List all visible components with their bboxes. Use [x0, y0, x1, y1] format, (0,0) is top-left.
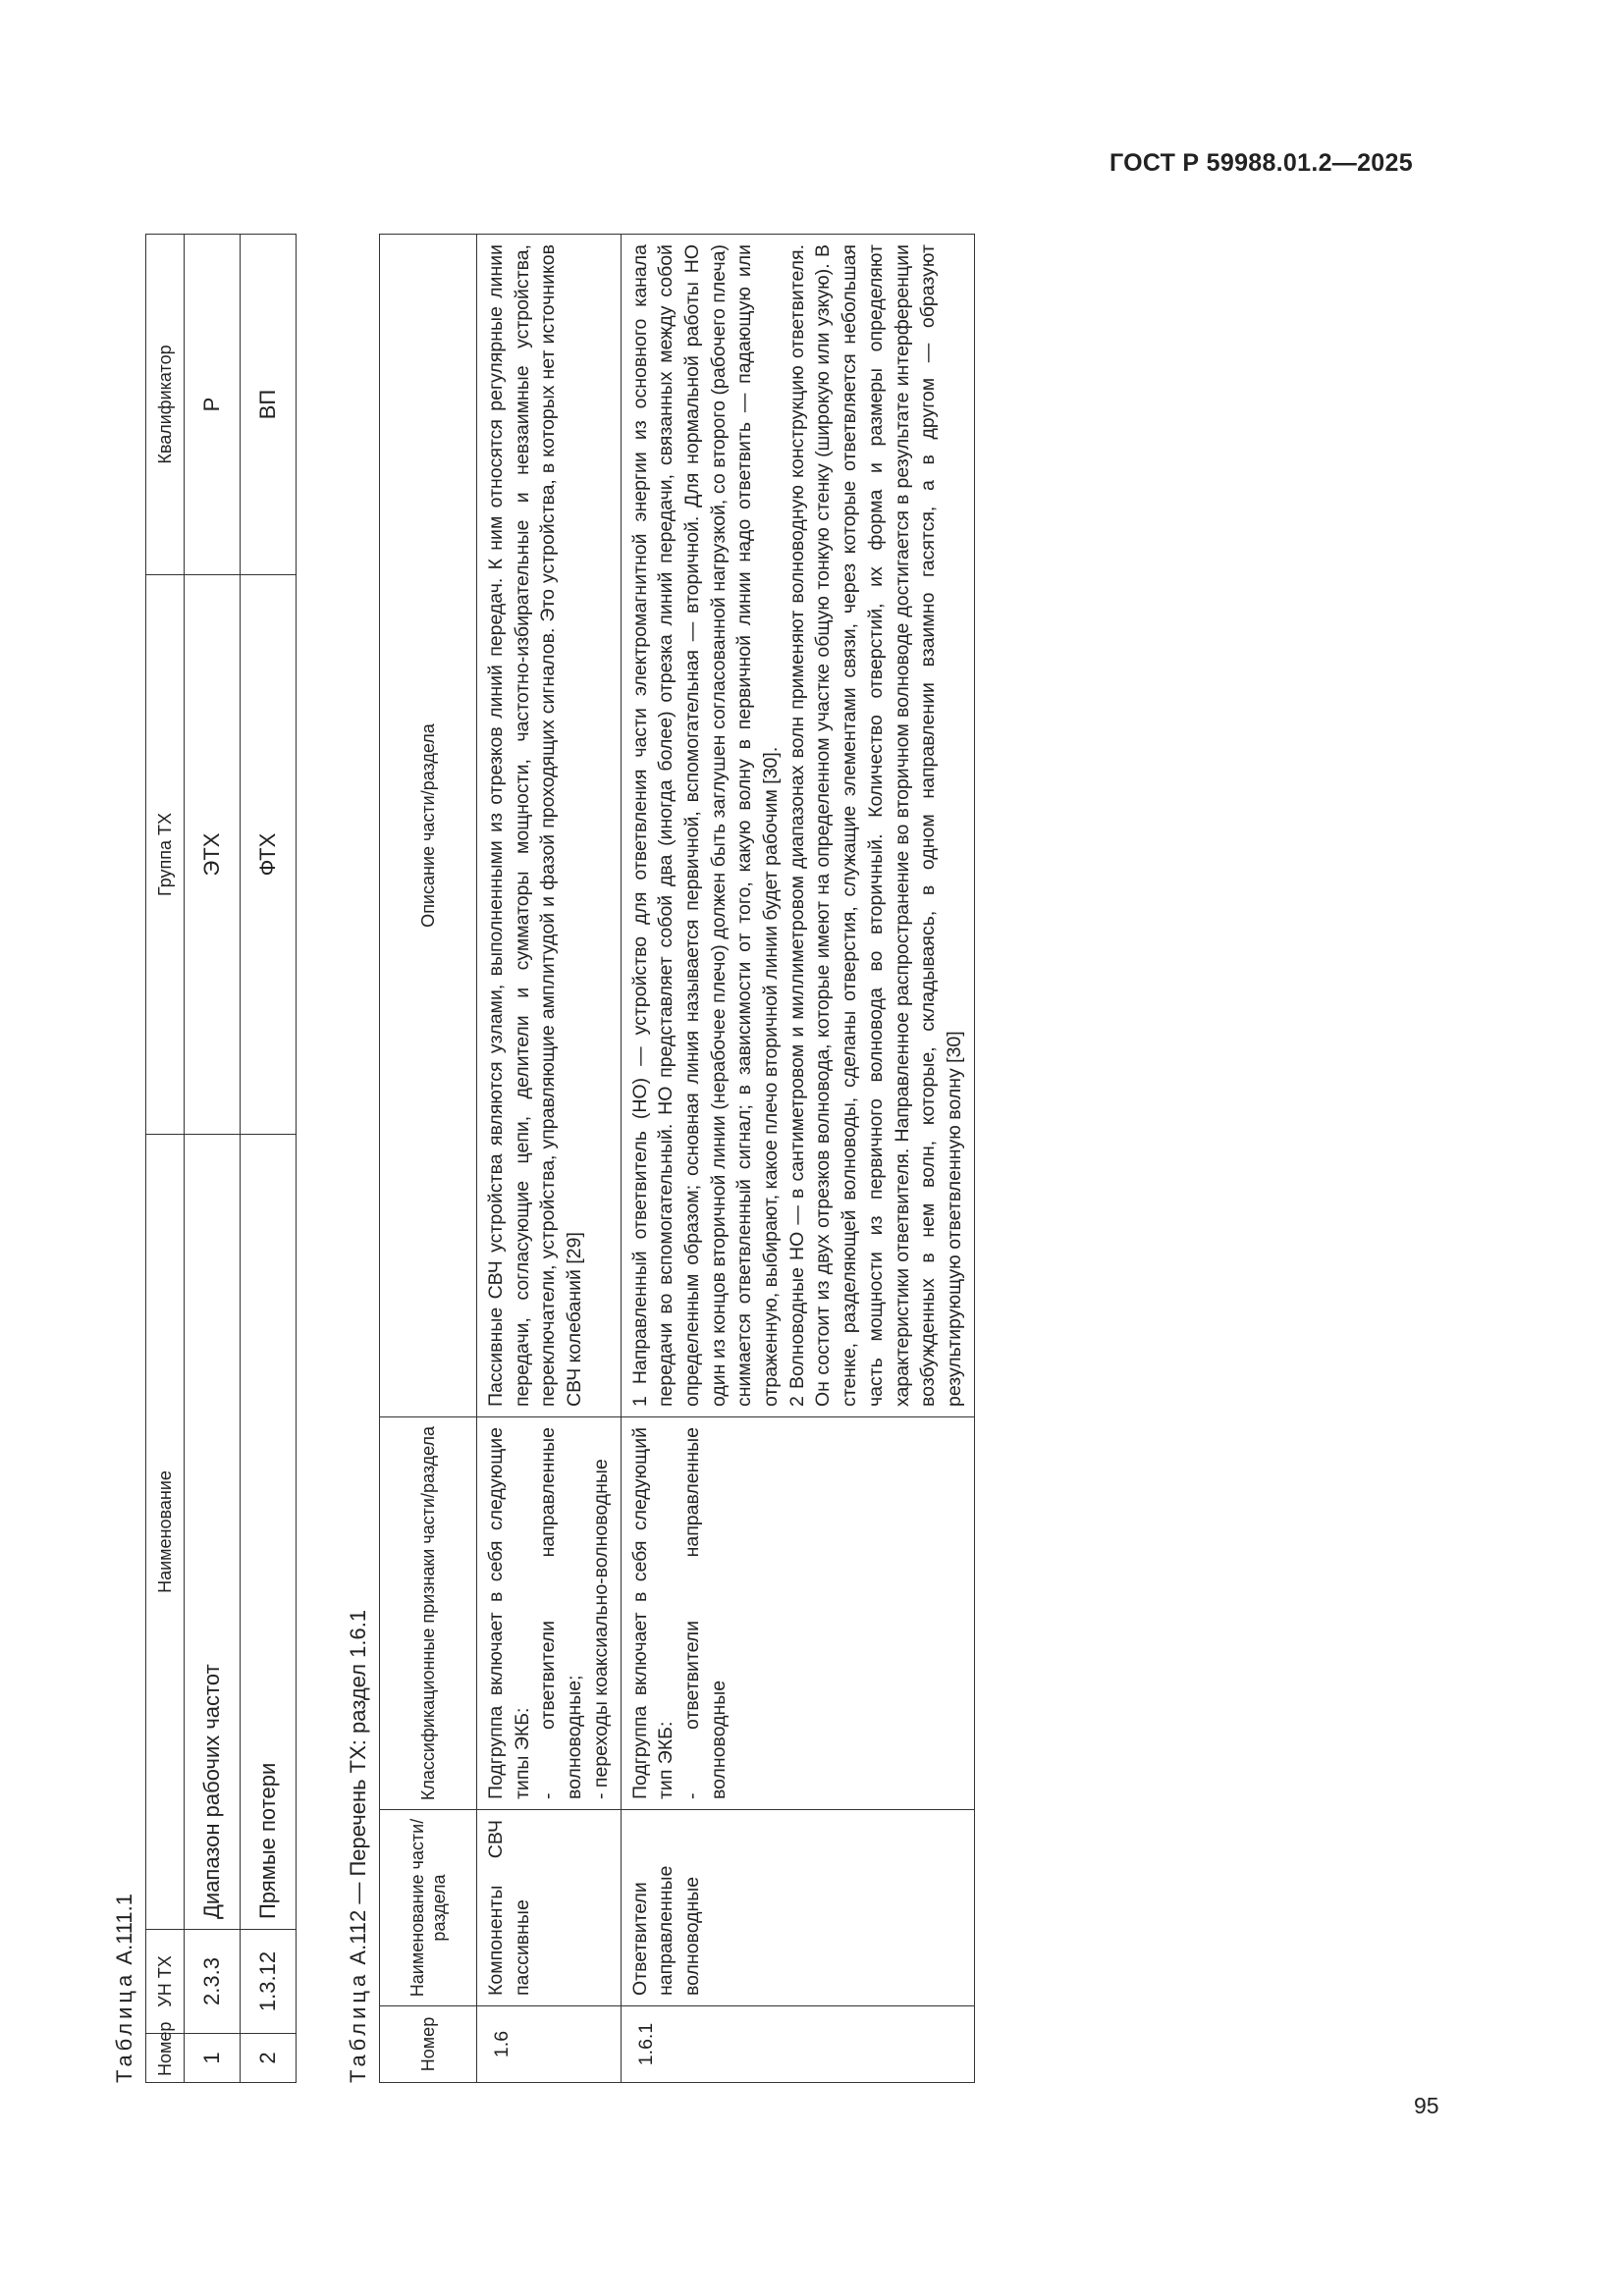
header-cell: Классификационные признаки части/раздела	[380, 1417, 477, 1810]
caption-id: А.111.1	[112, 1894, 136, 1965]
header-cell: УН ТХ	[146, 1930, 185, 2034]
row-name: Компоненты СВЧ пассивные	[477, 1810, 622, 2006]
row-number: 1.6	[477, 2006, 622, 2083]
header-cell: Наименование	[146, 1135, 185, 1930]
row-group: ФТХ	[241, 575, 297, 1135]
row-name: Прямые потери	[241, 1135, 297, 1930]
header-cell: Номер	[146, 2034, 185, 2083]
caption-word: Таблица	[112, 1970, 136, 2083]
row-features	[477, 1417, 622, 1810]
row-name: Диапазон рабочих частот	[185, 1135, 241, 1930]
caption-rest: А.112 — Перечень ТХ: раздел 1.6.1	[346, 1609, 370, 1965]
table-row	[477, 235, 622, 2083]
table-header-row	[380, 235, 477, 2083]
feature-line: - ответвители направленные волноводные	[680, 1427, 730, 1799]
row-description	[621, 235, 974, 1417]
page-number: 95	[1414, 2093, 1439, 2118]
row-features	[621, 1417, 974, 1810]
row-number: 1	[185, 2034, 241, 2083]
description-paragraph: 2 Волноводные НО — в сантиметровом и миллиметровом диапазонах волн применяют волноводную конструкцию ответвителя. Он состоит из двух отрезков волновода, которые имеют на определенном участке общую тонкую стенку (широкую или узкую). В стенке, разделяющей волноводы, сделаны отверстия, служащие элементами связи, через которые ответвляется небольшая часть мощности из первичного волновода во вторичный. Количество отверстий, их форма и размеры определяют характеристики ответвителя. Направленное распространение во вторичном волноводе достигается в результате интерференции возбужденных в нем волн, которые, складываясь, в одном направлении взаимно гасятся, а в другом — образуют результирующую ответвленную волну [30]	[785, 244, 965, 1407]
caption-word: Таблица	[346, 1970, 370, 2083]
feature-line: - ответвители направленные волноводные;	[537, 1427, 586, 1799]
row-code: 2.3.3	[185, 1930, 241, 2034]
row-qualifier: Р	[185, 235, 241, 575]
feature-line: - переходы коаксиально-волноводные	[589, 1459, 612, 1799]
header-cell: Номер	[380, 2006, 477, 2083]
row-number: 2	[241, 2034, 297, 2083]
table-a112-block	[344, 234, 975, 2083]
header-cell: Описание части/раздела	[380, 235, 477, 1417]
table-header-row	[146, 235, 185, 2083]
header-cell: Группа ТХ	[146, 575, 185, 1135]
row-name: Ответвители направленные волноводные	[621, 1810, 974, 2006]
table-a112-caption	[344, 234, 379, 2083]
description-paragraph: 1 Направленный ответвитель (НО) — устройство для ответвления части электромагнитной энергии из основного канала передачи во вспомогательный. НО представляет собой два (иногда более) отрезка линий передачи, связанных между собой определенным образом; основная линия называется первичной, вспомогательная — вторичной. Для нормальной работы НО один из концов вторичной линии (нерабочее плечо) должен быть заглушен согласованной нагрузкой, со второго (рабочего плеча) снимается ответвленный сигнал; в зависимости от того, какую волну в первичной линии надо ответвить — падающую или отраженную, выбирают, какое плечо вторичной линии будет рабочим [30].	[628, 244, 783, 1407]
row-number: 1.6.1	[621, 2006, 974, 2083]
document-standard-header: ГОСТ Р 59988.01.2—2025	[1110, 149, 1413, 177]
table-row	[241, 235, 297, 2083]
table-a111-1	[145, 234, 297, 2083]
row-group: ЭТХ	[185, 575, 241, 1135]
header-cell: Квалификатор	[146, 235, 185, 575]
row-qualifier: ВП	[241, 235, 297, 575]
row-description	[477, 235, 622, 1417]
feature-line: Подгруппа включает в себя следующие типы ЭКБ:	[485, 1427, 533, 1799]
feature-line: Подгруппа включает в себя следующий тип ЭКБ:	[628, 1427, 677, 1799]
header-cell: Наименование части/раздела	[380, 1810, 477, 2006]
table-a111-1-block	[110, 234, 297, 2083]
row-code: 1.3.12	[241, 1930, 297, 2034]
description-paragraph: Пассивные СВЧ устройства являются узлами, выполненными из отрезков линий передач. К ним относятся регулярные линии передачи, согласующие цепи, делители и сумматоры мощности, частотно-избирательные и невзаимные устройства, переключатели, устройства, управляющие амплитудой и фазой проходящих сигналов. Это устройства, в которых нет источников СВЧ колебаний [29]	[485, 244, 586, 1407]
table-row	[185, 235, 241, 2083]
table-a112	[379, 234, 975, 2083]
table-row	[621, 235, 974, 2083]
table-a111-1-caption	[110, 234, 145, 2083]
